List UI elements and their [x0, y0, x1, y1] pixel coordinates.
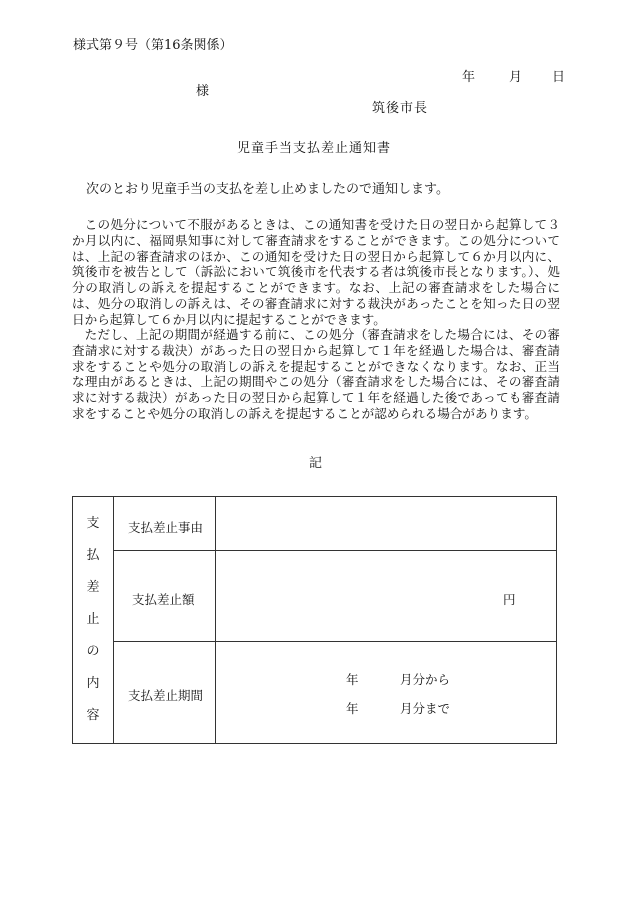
table-divider	[113, 550, 556, 551]
date-year: 年	[462, 70, 476, 85]
vertical-header-char: 払	[86, 548, 100, 563]
table-divider	[113, 497, 114, 743]
vertical-header-char: 容	[86, 708, 100, 723]
appeal-notice-paragraph-1: この処分について不服があるときは、この通知書を受けた日の翌日から起算して３か月以内に、福岡県知事に対して審査請求をすることができます。この処分については、上記の審査請求のほか、この通知を受けた日の翌日から起算して６か月以内に、筑後市を被告として（訴訟において筑後市を代表する者は筑後市長となります。）、処分の取消しの訴えを提起することができます。なお、上記の審査請求をした場合には、処分の取消しの訴えは、その審査請求に対する裁決があったことを知った日の翌日から起算して６か月以内に提起することができます。	[72, 217, 560, 327]
period-label: 支払差止期間	[128, 688, 204, 703]
period-to-month: 月分まで	[400, 701, 451, 716]
vertical-header-char: 支	[86, 516, 100, 531]
period-from-year: 年	[346, 672, 359, 687]
period-from-month: 月分から	[400, 672, 451, 687]
form-number: 様式第９号（第16条関係）	[73, 38, 233, 53]
intro-text: 次のとおり児童手当の支払を差し止めましたので通知します。	[86, 182, 449, 197]
date-line	[462, 66, 565, 85]
reason-label: 支払差止事由	[128, 520, 204, 535]
issuer: 筑後市長	[372, 101, 429, 116]
vertical-header-char: 差	[86, 580, 100, 595]
vertical-header-char: 内	[86, 676, 100, 691]
document-title: 児童手当支払差止通知書	[237, 141, 392, 156]
table-divider	[113, 641, 556, 642]
appeal-notice-paragraph-2: ただし、上記の期間が経過する前に、この処分（審査請求をした場合には、その審査請求に対する裁決）があった日の翌日から起算して１年を経過した場合は、審査請求をすることや処分の取消しの訴えを提起することができなくなります。なお、正当な理由があるときは、上記の期間やこの処分（審査請求をした場合には、その審査請求に対する裁決）があった日の翌日から起算して１年を経過した後であっても審査請求をすることや処分の取消しの訴えを提起することが認められる場合があります。	[72, 327, 560, 421]
period-to-year: 年	[346, 701, 359, 716]
addressee-suffix: 様	[196, 84, 210, 99]
period-to	[346, 699, 450, 717]
vertical-header-char: の	[86, 644, 100, 659]
period-from	[346, 670, 450, 688]
date-month: 月	[509, 70, 523, 85]
date-day: 日	[552, 70, 566, 85]
ki-marker: 記	[309, 456, 323, 471]
details-table	[72, 496, 557, 744]
amount-label: 支払差止額	[132, 592, 195, 607]
table-divider	[215, 497, 216, 743]
vertical-header-char: 止	[86, 612, 100, 627]
amount-unit: 円	[503, 592, 516, 607]
vertical-header	[73, 497, 113, 743]
